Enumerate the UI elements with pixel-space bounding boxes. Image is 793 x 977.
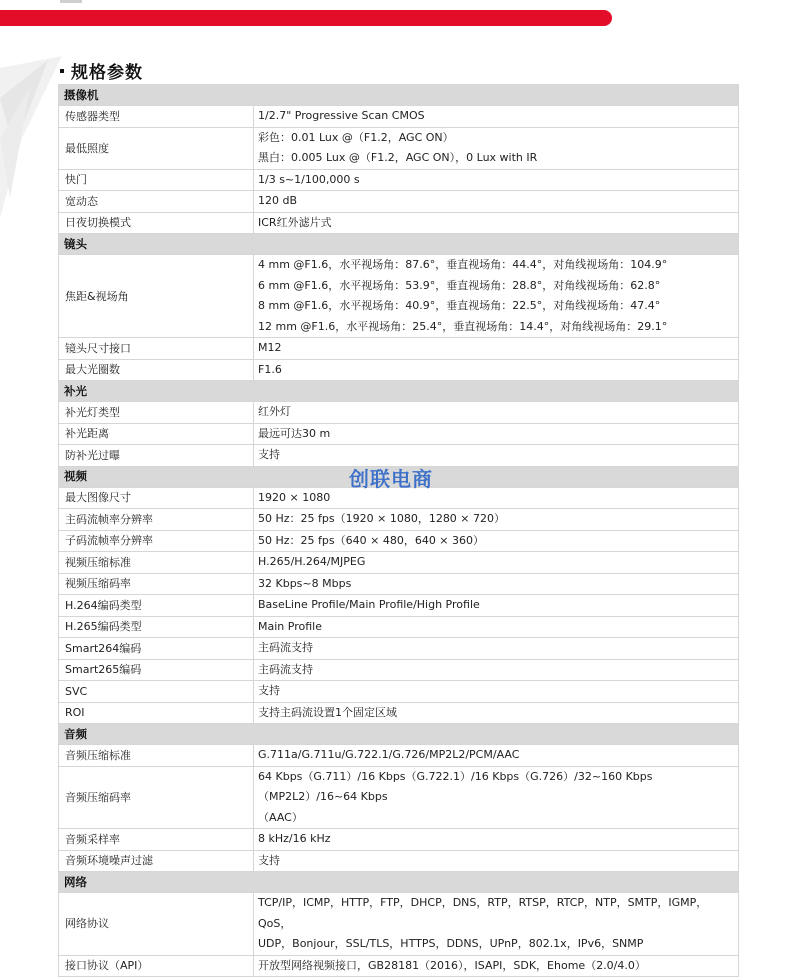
spec-value-line: 开放型网络视频接口，GB28181（2016），ISAPI，SDK，Ehome（2.0/4.0） (258, 958, 646, 972)
spec-value-line: 32 Kbps~8 Mbps (258, 576, 352, 590)
spec-label: 焦距&视场角 (59, 255, 254, 338)
spec-value (254, 255, 739, 338)
spec-value-line: F1.6 (258, 362, 282, 376)
spec-value (254, 893, 739, 956)
table-row (59, 402, 739, 424)
watermark: 创联电商 (349, 467, 433, 491)
table-row (59, 681, 739, 703)
spec-label: 补光距离 (59, 423, 254, 445)
spec-value-line: 12 mm @F1.6，水平视场角：25.4°，垂直视场角：14.4°，对角线视场角：29.1° (258, 319, 668, 333)
spec-label: 最大图像尺寸 (59, 487, 254, 509)
spec-label: 补光灯类型 (59, 402, 254, 424)
spec-value-line: 1/2.7" Progressive Scan CMOS (258, 109, 425, 122)
spec-value (254, 359, 739, 381)
spec-value (254, 445, 739, 467)
section-header (59, 381, 739, 402)
spec-label: 防补光过曝 (59, 445, 254, 467)
section-header (59, 85, 739, 106)
spec-value (254, 745, 739, 767)
spec-value (254, 487, 739, 509)
table-row (59, 530, 739, 552)
spec-label: Smart264编码 (59, 638, 254, 660)
spec-value-line: 4 mm @F1.6，水平视场角：87.6°，垂直视场角：44.4°，对角线视场角：104.9° (258, 258, 668, 271)
spec-value (254, 829, 739, 851)
spec-label: SVC (59, 681, 254, 703)
spec-label: 宽动态 (59, 191, 254, 213)
spec-value-line: 50 Hz：25 fps（1920 × 1080，1280 × 720） (258, 512, 506, 525)
spec-value-line: 120 dB (258, 194, 298, 207)
spec-label: 主码流帧率分辨率 (59, 509, 254, 531)
page-title (60, 58, 143, 83)
table-row (59, 423, 739, 445)
table-row (59, 169, 739, 191)
table-row (59, 359, 739, 381)
spec-label: 日夜切换模式 (59, 212, 254, 234)
spec-value (254, 955, 739, 977)
spec-table-body (59, 85, 739, 977)
top-stub (60, 0, 82, 3)
table-row (59, 573, 739, 595)
spec-table (58, 84, 739, 977)
spec-value (254, 191, 739, 213)
table-row (59, 893, 739, 956)
spec-label: 视频压缩标准 (59, 552, 254, 574)
spec-label: Smart265编码 (59, 659, 254, 681)
table-row (59, 745, 739, 767)
spec-label: 音频采样率 (59, 829, 254, 851)
spec-label: 音频压缩标准 (59, 745, 254, 767)
spec-label: 传感器类型 (59, 106, 254, 128)
spec-label: H.265编码类型 (59, 616, 254, 638)
spec-value-line: G.711a/G.711u/G.722.1/G.726/MP2L2/PCM/AAC (258, 748, 520, 761)
table-row (59, 829, 739, 851)
spec-value-line: 50 Hz：25 fps（640 × 480，640 × 360） (258, 533, 485, 547)
spec-value-line: 主码流支持 (258, 641, 313, 654)
section-header (59, 872, 739, 893)
spec-value-line: UDP，Bonjour，SSL/TLS，HTTPS，DDNS，UPnP，802.1x，IPv6，SNMP (258, 937, 644, 950)
section-title: 网络 (59, 872, 739, 893)
table-row (59, 509, 739, 531)
spec-value (254, 616, 739, 638)
spec-label: 最低照度 (59, 127, 254, 169)
table-row (59, 127, 739, 169)
table-row (59, 616, 739, 638)
section-title: 音频 (59, 724, 739, 745)
spec-value (254, 638, 739, 660)
spec-label: 网络协议 (59, 893, 254, 956)
spec-value-line: 64 Kbps（G.711）/16 Kbps（G.722.1）/16 Kbps（G.726）/32~160 Kbps（MP2L2）/16~64 Kbps (258, 769, 653, 803)
spec-label: 最大光圈数 (59, 359, 254, 381)
spec-value-line: BaseLine Profile/Main Profile/High Profile (258, 598, 480, 611)
spec-label: 视频压缩码率 (59, 573, 254, 595)
page-title-text: 规格参数 (71, 63, 143, 83)
table-row (59, 191, 739, 213)
table-row (59, 212, 739, 234)
section-title: 补光 (59, 381, 739, 402)
spec-value (254, 212, 739, 234)
spec-label: H.264编码类型 (59, 595, 254, 617)
spec-value (254, 766, 739, 829)
table-row (59, 659, 739, 681)
spec-value (254, 127, 739, 169)
spec-value-line: 彩色：0.01 Lux @（F1.2，AGC ON） (258, 130, 454, 144)
spec-label: 音频压缩码率 (59, 766, 254, 829)
spec-value (254, 423, 739, 445)
spec-value-line: TCP/IP，ICMP，HTTP，FTP，DHCP，DNS，RTP，RTSP，RTCP，NTP，SMTP，IGMP，QoS， (258, 896, 708, 930)
spec-value-line: 1920 × 1080 (258, 490, 331, 504)
spec-label: 子码流帧率分辨率 (59, 530, 254, 552)
section-header (59, 724, 739, 745)
spec-value-line: （AAC） (258, 810, 303, 824)
spec-value-line: 支持 (258, 448, 280, 461)
table-row (59, 850, 739, 872)
spec-value-line: H.265/H.264/MJPEG (258, 555, 366, 568)
header-accent-bar (0, 10, 612, 26)
spec-value-line: 主码流支持 (258, 662, 313, 676)
spec-value-line: ICR红外滤片式 (258, 215, 332, 229)
spec-value (254, 659, 739, 681)
spec-value (254, 552, 739, 574)
spec-value-line: 最远可达30 m (258, 426, 331, 440)
spec-value (254, 595, 739, 617)
spec-label: 快门 (59, 169, 254, 191)
table-row (59, 338, 739, 360)
spec-value-line: 支持 (258, 684, 280, 697)
spec-value-line: 支持主码流设置1个固定区域 (258, 705, 397, 719)
table-row (59, 766, 739, 829)
spec-value (254, 702, 739, 724)
section-title: 摄像机 (59, 85, 739, 106)
table-row (59, 255, 739, 338)
section-title: 视频 (59, 466, 739, 487)
spec-value-line: M12 (258, 341, 282, 354)
table-row (59, 552, 739, 574)
spec-value (254, 338, 739, 360)
spec-value-line: 支持 (258, 853, 280, 867)
spec-value-line: 6 mm @F1.6，水平视场角：53.9°，垂直视场角：28.8°，对角线视场角：62.8° (258, 278, 661, 292)
spec-value-line: 红外灯 (258, 405, 291, 418)
spec-label: 接口协议（API） (59, 955, 254, 977)
section-title: 镜头 (59, 234, 739, 255)
spec-label: 音频环境噪声过滤 (59, 850, 254, 872)
title-bullet-icon (60, 69, 64, 73)
table-row (59, 595, 739, 617)
table-row (59, 702, 739, 724)
table-row (59, 106, 739, 128)
spec-value-line: 1/3 s~1/100,000 s (258, 172, 360, 186)
spec-value (254, 530, 739, 552)
table-row (59, 955, 739, 977)
section-header (59, 234, 739, 255)
spec-value-line: Main Profile (258, 619, 322, 633)
table-row (59, 638, 739, 660)
spec-label: ROI (59, 702, 254, 724)
spec-value (254, 509, 739, 531)
spec-value (254, 573, 739, 595)
spec-label: 镜头尺寸接口 (59, 338, 254, 360)
spec-value (254, 106, 739, 128)
spec-value (254, 169, 739, 191)
spec-value-line: 8 kHz/16 kHz (258, 832, 331, 845)
spec-value (254, 402, 739, 424)
spec-value (254, 681, 739, 703)
spec-value-line: 8 mm @F1.6，水平视场角：40.9°，垂直视场角：22.5°，对角线视场角：47.4° (258, 299, 661, 312)
spec-value-line: 黑白：0.005 Lux @（F1.2，AGC ON），0 Lux with IR (258, 151, 538, 164)
spec-value (254, 850, 739, 872)
